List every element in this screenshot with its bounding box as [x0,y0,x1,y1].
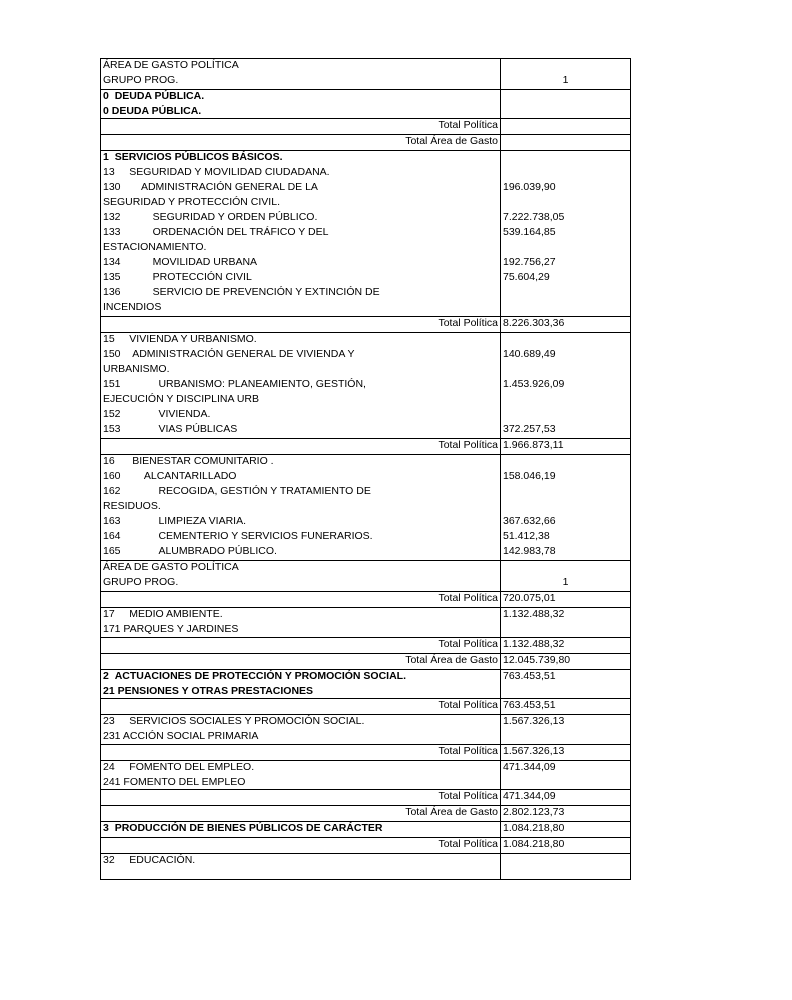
item-151-name: URBANISMO: PLANEAMIENTO, GESTIÓN, [158,378,366,391]
item-162-value2 [501,500,631,515]
total-politica-value-23: 1.567.326,13 [501,744,631,760]
item-133-name: ORDENACIÓN DEL TRÁFICO Y DEL [152,226,329,239]
group-24-ghost-value [501,776,631,790]
item-164-value: 51.412,38 [501,530,631,545]
group-23-ghost: 231 ACCIÓN SOCIAL PRIMARIA [101,730,501,744]
group-row-17 [101,608,631,624]
group-32-tail [101,869,501,880]
item-135-code: 135 [103,271,121,284]
item-row-132 [101,211,631,226]
section-1-name: SERVICIOS PÚBLICOS BÁSICOS. [114,151,283,164]
item-163-code: 163 [103,515,121,528]
item-row-134 [101,256,631,271]
group-15-value [501,333,631,349]
section-2-title [101,669,501,685]
item-row-150-cont [101,363,631,378]
table-header-row-repeat-2 [101,576,631,592]
item-135-label [101,271,501,286]
total-politica-label-24: Total Política [101,790,501,806]
total-politica-value-3: 1.084.218,80 [501,838,631,854]
total-politica-label-3: Total Política [101,838,501,854]
total-politica-value-17: 1.132.488,32 [501,637,631,653]
section-row-0 [101,90,631,106]
budget-sheet [100,58,632,880]
item-136-name: SERVICIO DE PREVENCIÓN Y EXTINCIÓN DE [152,286,380,299]
item-150-value: 140.689,49 [501,348,631,363]
item-150-label [101,348,501,363]
item-row-136-cont [101,301,631,317]
total-area-label: Total Área de Gasto [101,135,501,151]
item-135-value: 75.604,29 [501,271,631,286]
section-row-0-ghost [101,105,631,119]
header-col-blank-repeat [501,561,631,577]
item-133-value: 539.164,85 [501,226,631,241]
group-24-ghost: 241 FOMENTO DEL EMPLEO [101,776,501,790]
total-politica-value [501,119,631,135]
total-politica-label-21: Total Política [101,699,501,715]
section-3-title [101,822,501,838]
group-17-value: 1.132.488,32 [501,608,631,624]
group-15-code: 15 [103,333,115,346]
section-2-ghost-value [501,685,631,699]
total-politica-value-24: 471.344,09 [501,790,631,806]
total-area-value-2: 2.802.123,73 [501,806,631,822]
total-politica-row-16 [101,592,631,608]
item-160-label [101,470,501,485]
section-0-name: DEUDA PÚBLICA. [114,90,205,102]
group-17-name: MEDIO AMBIENTE. [129,608,223,621]
header-col-number-repeat: 1 [501,576,631,592]
item-row-130 [101,181,631,196]
item-135-name: PROTECCIÓN CIVIL [152,271,252,284]
group-row-24 [101,760,631,776]
item-134-name: MOVILIDAD URBANA [152,256,258,269]
group-17-ghost-value [501,623,631,637]
item-153-code: 153 [103,423,121,436]
item-162-code: 162 [103,485,121,498]
item-130-value2 [501,196,631,211]
item-row-133 [101,226,631,241]
section-0-title [101,90,501,106]
section-1-title [101,151,501,167]
group-24-code: 24 [103,760,115,773]
section-2-id: 2 [103,669,109,682]
section-3-id: 3 [103,822,109,835]
item-row-165 [101,545,631,561]
item-153-value: 372.257,53 [501,423,631,439]
group-15-name: VIVIENDA Y URBANISMO. [129,333,257,346]
group-23-name: SERVICIOS SOCIALES Y PROMOCIÓN SOCIAL. [129,715,365,728]
group-32-label [101,854,501,870]
item-162-name: RECOGIDA, GESTIÓN Y TRATAMIENTO DE [158,485,371,498]
header-col-number: 1 [501,74,631,90]
section-1-value [501,151,631,167]
item-162-value [501,485,631,500]
group-16-label [101,455,501,471]
item-133-label [101,226,501,241]
header-area-label-repeat: ÁREA DE GASTO POLÍTICA [101,561,501,577]
total-politica-label: Total Política [101,119,501,135]
section-0-ghost: 0 DEUDA PÚBLICA. [101,105,501,119]
section-1-id: 1 [103,151,109,164]
group-17-code: 17 [103,608,115,621]
item-165-label [101,545,501,561]
item-150-name: ADMINISTRACIÓN GENERAL DE VIVIENDA Y [132,348,355,361]
item-row-151-cont [101,393,631,408]
item-163-value: 367.632,66 [501,515,631,530]
group-row-13 [101,166,631,181]
item-165-code: 165 [103,545,121,558]
item-133-code: 133 [103,226,121,239]
item-136-label2: INCENDIOS [101,301,501,317]
item-162-label [101,485,501,500]
item-160-name: ALCANTARILLADO [143,470,237,483]
item-150-value2 [501,363,631,378]
item-row-162-cont [101,500,631,515]
section-2-value: 763.453,51 [501,669,631,685]
item-164-name: CEMENTERIO Y SERVICIOS FUNERARIOS. [158,530,373,543]
group-row-32-tail [101,869,631,880]
item-163-label [101,515,501,530]
group-23-ghost-value [501,730,631,744]
item-162-label2: RESIDUOS. [101,500,501,515]
group-row-23-ghost [101,730,631,744]
group-32-tail-value [501,869,631,880]
total-politica-label-13: Total Política [101,317,501,333]
item-153-name: VIAS PÚBLICAS [158,423,238,436]
total-politica-row-13 [101,317,631,333]
group-row-17-ghost [101,623,631,637]
header-group-label: GRUPO PROG. [101,74,501,90]
group-32-name: EDUCACIÓN. [129,854,196,867]
total-politica-label-17: Total Política [101,637,501,653]
group-13-code: 13 [103,166,115,179]
total-area-value [501,135,631,151]
group-24-label [101,760,501,776]
item-133-value2 [501,241,631,256]
group-24-name: FOMENTO DEL EMPLEO. [129,760,255,773]
group-24-value: 471.344,09 [501,760,631,776]
total-politica-value-21: 763.453,51 [501,699,631,715]
item-132-name: SEGURIDAD Y ORDEN PÚBLICO. [152,211,318,224]
item-151-label [101,378,501,393]
item-134-label [101,256,501,271]
item-152-label [101,408,501,423]
table-header-row-repeat [101,561,631,577]
group-17-label [101,608,501,624]
item-151-code: 151 [103,378,121,391]
item-130-label2: SEGURIDAD Y PROTECCIÓN CIVIL. [101,196,501,211]
total-politica-row-23 [101,744,631,760]
group-row-32 [101,854,631,870]
item-row-151 [101,378,631,393]
total-area-label-2: Total Área de Gasto [101,806,501,822]
budget-table [100,58,631,880]
section-row-2 [101,669,631,685]
total-politica-label-23: Total Política [101,744,501,760]
group-23-value: 1.567.326,13 [501,715,631,731]
group-row-16 [101,455,631,471]
item-150-label2: URBANISMO. [101,363,501,378]
header-col-blank [501,59,631,75]
item-151-value: 1.453.926,09 [501,378,631,393]
group-17-ghost: 171 PARQUES Y JARDINES [101,623,501,637]
group-row-15 [101,333,631,349]
item-164-label [101,530,501,545]
item-row-152 [101,408,631,423]
item-151-label2: EJECUCIÓN Y DISCIPLINA URB [101,393,501,408]
item-136-value [501,286,631,301]
group-23-code: 23 [103,715,115,728]
group-23-label [101,715,501,731]
group-32-code: 32 [103,854,115,867]
total-politica-row-24 [101,790,631,806]
header-group-label-repeat: GRUPO PROG. [101,576,501,592]
group-16-name: BIENESTAR COMUNITARIO . [132,455,274,468]
item-row-164 [101,530,631,545]
section-row-1 [101,151,631,167]
group-15-label [101,333,501,349]
group-row-24-ghost [101,776,631,790]
item-163-name: LIMPIEZA VIARIA. [158,515,246,528]
item-164-code: 164 [103,530,121,543]
item-151-value2 [501,393,631,408]
section-0-id: 0 [103,90,109,102]
total-politica-row-15 [101,439,631,455]
total-politica-label-16: Total Política [101,592,501,608]
item-row-160 [101,470,631,485]
section-2-ghost: 21 PENSIONES Y OTRAS PRESTACIONES [101,685,501,699]
item-152-name: VIVIENDA. [158,408,211,421]
total-politica-row-0 [101,119,631,135]
group-16-code: 16 [103,455,115,468]
total-area-value-1: 12.045.739,80 [501,653,631,669]
total-politica-row-21 [101,699,631,715]
item-132-value: 7.222.738,05 [501,211,631,226]
section-3-value: 1.084.218,80 [501,822,631,838]
item-134-code: 134 [103,256,121,269]
section-row-2-ghost [101,685,631,699]
total-area-row-1 [101,653,631,669]
group-13-value [501,166,631,181]
item-130-value: 196.039,90 [501,181,631,196]
total-politica-value-16: 720.075,01 [501,592,631,608]
group-13-name: SEGURIDAD Y MOVILIDAD CIUDADANA. [129,166,330,179]
item-136-label [101,286,501,301]
item-134-value: 192.756,27 [501,256,631,271]
total-politica-row-17 [101,637,631,653]
item-130-code: 130 [103,181,121,194]
item-row-153 [101,423,631,439]
total-politica-row-3 [101,838,631,854]
table-header-row-2 [101,74,631,90]
item-row-135 [101,271,631,286]
total-politica-value-13: 8.226.303,36 [501,317,631,333]
item-row-162 [101,485,631,500]
section-2-name: ACTUACIONES DE PROTECCIÓN Y PROMOCIÓN SOCIAL. [114,669,406,682]
group-13-label [101,166,501,181]
item-136-value2 [501,301,631,317]
item-152-value [501,408,631,423]
item-row-130-cont [101,196,631,211]
section-0-ghost-value [501,105,631,119]
group-16-value [501,455,631,471]
item-150-code: 150 [103,348,121,361]
total-politica-label-15: Total Política [101,439,501,455]
section-3-name: PRODUCCIÓN DE BIENES PÚBLICOS DE CARÁCTER [114,822,383,835]
item-130-label [101,181,501,196]
item-153-label [101,423,501,439]
item-152-code: 152 [103,408,121,421]
item-165-value: 142.983,78 [501,545,631,561]
total-politica-value-15: 1.966.873,11 [501,439,631,455]
item-130-name: ADMINISTRACIÓN GENERAL DE LA [140,181,318,194]
group-32-value [501,854,631,870]
section-0-value [501,90,631,106]
total-area-row-2 [101,806,631,822]
item-132-code: 132 [103,211,121,224]
item-row-136 [101,286,631,301]
item-row-163 [101,515,631,530]
item-160-code: 160 [103,470,121,483]
item-row-133-cont [101,241,631,256]
group-row-23 [101,715,631,731]
total-area-row-0 [101,135,631,151]
item-133-label2: ESTACIONAMIENTO. [101,241,501,256]
item-160-value: 158.046,19 [501,470,631,485]
section-row-3 [101,822,631,838]
item-165-name: ALUMBRADO PÚBLICO. [158,545,277,558]
table-header-row [101,59,631,75]
item-132-label [101,211,501,226]
header-area-label: ÁREA DE GASTO POLÍTICA [101,59,501,75]
total-area-label-1: Total Área de Gasto [101,653,501,669]
item-row-150 [101,348,631,363]
item-136-code: 136 [103,286,121,299]
